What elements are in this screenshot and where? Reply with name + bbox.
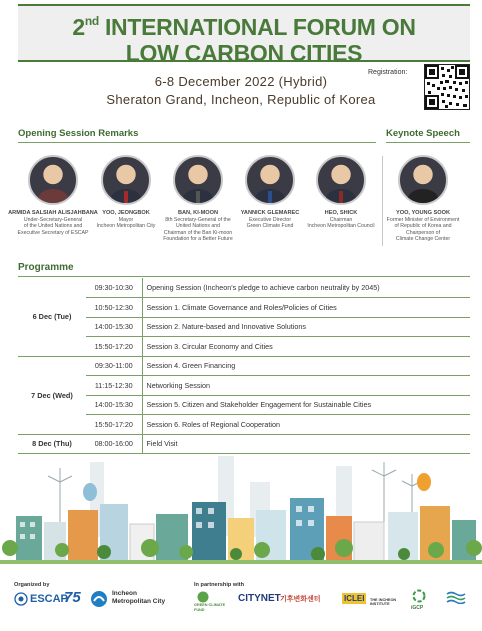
title-line-1: 2nd INTERNATIONAL FORUM ON — [72, 14, 416, 40]
session-title: Opening Session (Incheon's pledge to achieve carbon neutrality by 2045) — [142, 278, 470, 298]
speaker-role: of the United Nations and — [23, 223, 83, 230]
session-title: Session 3. Circular Economy and Cities — [142, 337, 470, 357]
programme-table — [18, 278, 470, 454]
programme-row — [18, 278, 470, 298]
speaker-name: YANNICK GLEMAREC — [240, 210, 300, 216]
programme-row — [18, 395, 470, 415]
speaker-role: Foundation for a Better Future — [163, 235, 233, 242]
iclei-logo: ICLEI — [344, 594, 365, 603]
speaker-name: ARMIDA SALSIAH ALISJAHBANA — [8, 210, 98, 216]
speaker-role: Chairman of the Ban Ki-moon — [163, 229, 233, 236]
session-title: Session 6. Roles of Regional Cooperation — [142, 415, 470, 435]
session-time: 10:50-12:30 — [86, 298, 142, 318]
speaker-role: Executive Director — [248, 217, 292, 223]
session-title: Networking Session — [142, 376, 470, 396]
session-time: 08:00-16:00 — [86, 434, 142, 454]
session-title: Session 4. Green Financing — [142, 356, 470, 376]
programme-day: 8 Dec (Thu) — [18, 434, 86, 454]
opening-rule — [18, 142, 376, 143]
partner-logo — [446, 590, 466, 609]
keynote-speaker-card — [363, 155, 482, 242]
citynet-logo: CITYNET — [238, 593, 281, 604]
speaker-role: Under-Secretary-General — [23, 217, 83, 223]
programme-day: 7 Dec (Wed) — [18, 356, 86, 434]
speaker-name: BAN, KI-MOON — [177, 210, 219, 216]
speaker-photo — [316, 155, 366, 205]
speaker-photo — [398, 155, 448, 205]
speaker-role: Incheon Metropolitan Council — [307, 223, 375, 230]
programme-rule — [18, 276, 470, 277]
green-city-illustration — [0, 452, 482, 577]
session-title: Session 1. Climate Governance and Roles/Policies of Cities — [142, 298, 470, 318]
speaker-role: Executive Secretary of ESCAP — [17, 229, 89, 236]
session-title: Field Visit — [142, 434, 470, 454]
session-time: 09:30-11:00 — [86, 356, 142, 376]
programme-row — [18, 317, 470, 337]
escap-logo — [14, 592, 28, 611]
gcf-leaf-icon — [197, 591, 209, 603]
incheon-emblem-icon — [90, 590, 108, 608]
session-time: 14:00-15:30 — [86, 317, 142, 337]
wave-icon — [446, 590, 466, 604]
speaker-role: Mayor — [118, 217, 134, 223]
session-time: 11:15-12:30 — [86, 376, 142, 396]
event-dates: 6-8 December 2022 (Hybrid) — [154, 74, 328, 89]
speaker-name: YOO, YOUNG SOOK — [396, 210, 450, 216]
incheon-institute-logo: THE INCHEON INSTITUTE — [370, 598, 397, 606]
session-time: 09:30-10:30 — [86, 278, 142, 298]
session-title: Session 2. Nature-based and Innovative Solutions — [142, 317, 470, 337]
incheon-logo — [90, 590, 108, 613]
session-time: 14:00-15:30 — [86, 395, 142, 415]
igcp-wordmark: iGCP — [411, 605, 424, 611]
opening-session-heading: Opening Session Remarks — [18, 128, 139, 139]
programme-heading: Programme — [18, 262, 74, 273]
speaker-role: 8th Secretary-General of the — [165, 217, 231, 223]
incheon-wordmark-line1: Incheon — [112, 590, 137, 597]
speaker-role: Incheon Metropolitan City — [96, 223, 156, 230]
programme-day: 6 Dec (Tue) — [18, 278, 86, 356]
escap-75-mark: 75 — [64, 589, 81, 606]
igcp-ring-icon — [412, 589, 426, 603]
speaker-role: Former Minister of Environment — [386, 217, 460, 223]
programme-row — [18, 337, 470, 357]
session-title: Session 5. Citizen and Stakeholder Engagement for Sustainable Cities — [142, 395, 470, 415]
keynote-rule — [386, 142, 470, 143]
session-time: 15:50-17:20 — [86, 415, 142, 435]
gcf-wordmark: GREEN CLIMATE FUND — [194, 603, 226, 612]
un-emblem-icon — [14, 592, 28, 606]
session-time: 15:50-17:20 — [86, 337, 142, 357]
speaker-role: Chairman — [329, 217, 353, 223]
incheon-wordmark-line2: Metropolitan City — [112, 598, 166, 605]
programme-row — [18, 415, 470, 435]
event-venue: Sheraton Grand, Incheon, Republic of Korea — [106, 92, 376, 107]
title-line-2: LOW CARBON CITIES — [125, 40, 363, 66]
speaker-role: of Republic of Korea and — [394, 223, 452, 230]
escap-wordmark: ESCAP — [30, 593, 68, 605]
registration-label: Registration: — [368, 69, 408, 76]
speaker-role: Chairperson of — [405, 229, 441, 236]
keynote-heading: Keynote Speech — [386, 128, 460, 139]
programme-row — [18, 356, 470, 376]
speaker-role: Green Climate Fund — [246, 223, 294, 230]
organized-by-label: Organized by — [14, 582, 50, 588]
speaker-role: Climate Change Center — [395, 235, 451, 242]
programme-row — [18, 434, 470, 454]
speaker-name: YOO, JEONGBOK — [102, 210, 150, 216]
speaker-role: United Nations and — [175, 223, 221, 230]
climate-change-center-logo: 기후변화센터 — [280, 596, 321, 603]
programme-row — [18, 298, 470, 318]
title-banner — [18, 4, 470, 66]
partnership-label: In partnership with — [194, 582, 245, 588]
speaker-name: HEO, SHICK — [324, 210, 358, 216]
programme-row — [18, 376, 470, 396]
